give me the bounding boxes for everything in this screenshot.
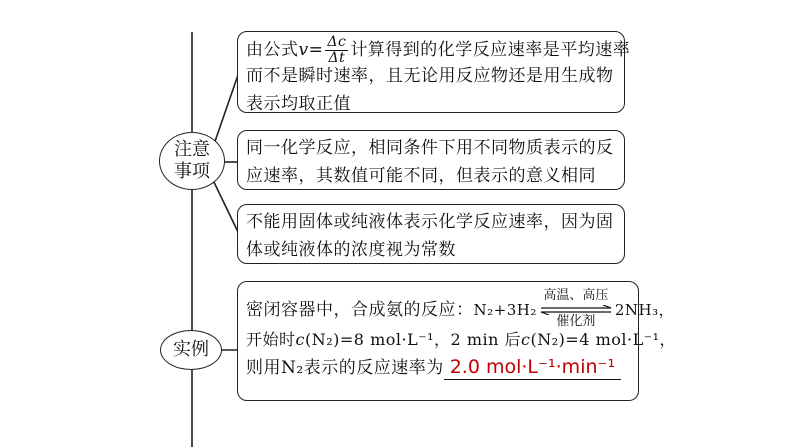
branch-line-note1 [212, 75, 238, 150]
equilibrium-arrow: 高温、高压 催化剂 [539, 301, 613, 321]
reversible-arrow-icon [539, 305, 613, 315]
note-box-2 [237, 130, 625, 190]
example-circle [160, 330, 222, 370]
example-label: 实例 [173, 339, 209, 360]
note3-line2: 体或纯液体的浓度视为常数 [246, 240, 456, 260]
notes-label-line2: 事项 [174, 161, 210, 182]
notes-label-line1: 注意 [174, 139, 210, 160]
answer-blank: 2.0 mol·L⁻¹·min⁻¹ [444, 355, 621, 380]
example-box [237, 281, 677, 401]
note2-line1: 同一化学反应，相同条件下用不同物质表示的反 [246, 138, 614, 158]
note-box-3 [237, 204, 625, 264]
delta-fraction: $\frac{\Delta c}{\Delta t}$ [327, 34, 347, 66]
note3-line1: 不能用固体或纯液体表示化学反应速率，因为固 [246, 212, 614, 232]
notes-circle [159, 132, 225, 190]
note1-line3: 表示均取正值 [246, 94, 351, 114]
note2-line2: 应速率，其数值可能不同，但表示的意义相同 [246, 166, 596, 186]
note1-line2: 而不是瞬时速率，且无论用反应物还是用生成物 [246, 66, 614, 86]
example-line3: 则用N₂表示的反应速率为 2.0 mol·L⁻¹·min⁻¹ [246, 354, 630, 383]
branch-line-note3 [212, 178, 238, 232]
note-box-1 [237, 31, 631, 114]
example-line2: 开始时c(N₂)=8 mol·L⁻¹，2 min 后c(N₂)=4 mol·L⁻¹， [246, 330, 677, 349]
example-line1: 密闭容器中，合成氨的反应：N₂+3H₂ 高温、高压 催化剂 2NH₃， [246, 287, 675, 329]
note1-line1: 由公式v= $\frac{\Delta c}{\Delta t}$ 计算得到的化学反应速率是平均速率 [246, 34, 631, 66]
